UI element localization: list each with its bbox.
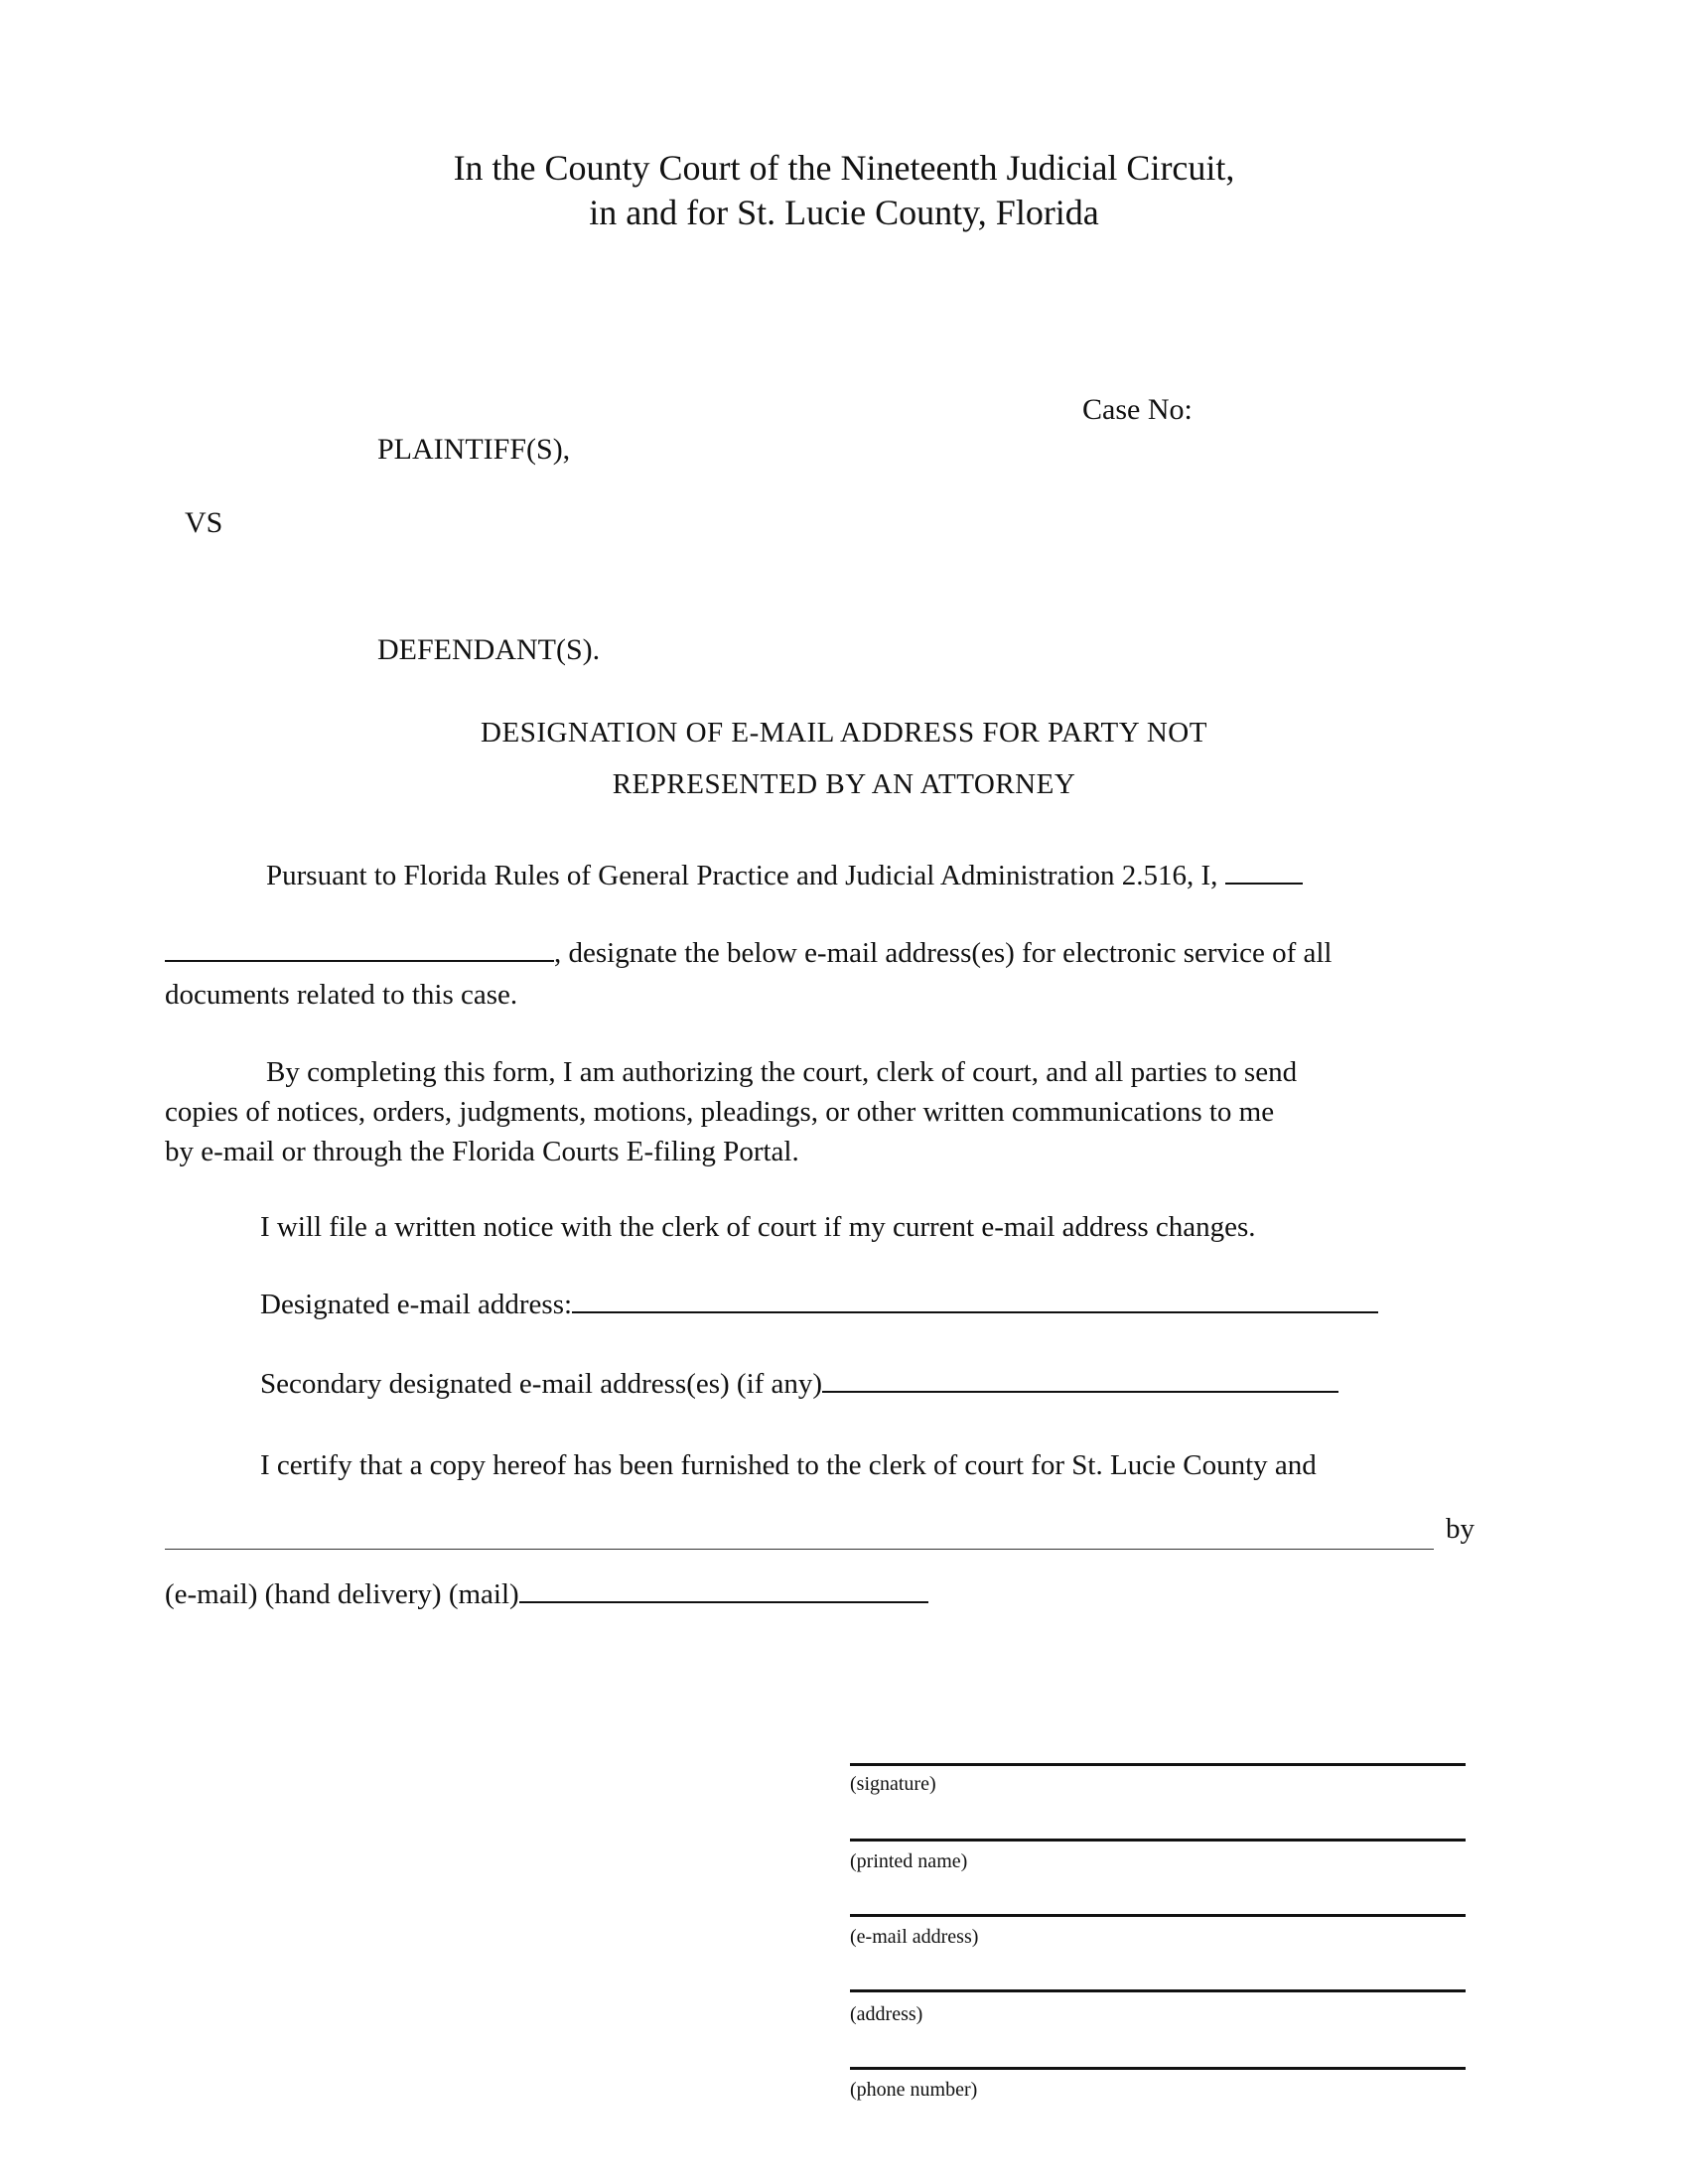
pursuant-paragraph-cont [165,937,1332,970]
delivery-date-input[interactable] [519,1601,928,1603]
printed-name-line[interactable] [850,1839,1466,1842]
delivery-methods-row [165,1578,928,1611]
delivery-methods-label: (e-mail) (hand delivery) (mail) [165,1578,519,1610]
certify-by-label: by [1446,1513,1475,1545]
pursuant-paragraph-end: documents related to this case. [165,979,518,1011]
plaintiff-label: PLAINTIFF(S), [377,433,571,466]
certify-paragraph: I certify that a copy hereof has been furnished to the clerk of court for St. Lucie County and [260,1449,1317,1481]
pursuant-lead-text: Pursuant to Florida Rules of General Practice and Judicial Administration 2.516, I, [266,860,1218,891]
authorizing-line-3: by e-mail or through the Florida Courts E-filing Portal. [165,1136,799,1167]
notice-paragraph: I will file a written notice with the clerk of court if my current e-mail address changes. [260,1211,1256,1243]
authorizing-line-1: By completing this form, I am authorizing the court, clerk of court, and all parties to send [266,1056,1298,1088]
document-title-line-2: REPRESENTED BY AN ATTORNEY [612,768,1076,800]
signature-label: (signature) [850,1773,936,1795]
secondary-email-input[interactable] [822,1391,1338,1393]
phone-number-label: (phone number) [850,2079,978,2101]
pursuant-cont-text: , designate the below e-mail address(es) for electronic service of all [554,937,1333,969]
authorizing-line-2: copies of notices, orders, judgments, motions, pleadings, or other written communications to me [165,1096,1275,1128]
party-name-blank-cont[interactable] [165,960,554,962]
address-label: (address) [850,2003,923,2025]
defendant-label: DEFENDANT(S). [377,633,601,666]
designated-email-row [260,1289,1378,1321]
certify-recipient-line[interactable] [165,1549,1434,1550]
secondary-email-row [260,1368,1338,1401]
party-name-blank[interactable] [1225,883,1303,885]
designated-email-input[interactable] [572,1311,1378,1313]
address-line[interactable] [850,1989,1466,1992]
court-name-line-1: In the County Court of the Nineteenth Judicial Circuit, [453,148,1235,188]
designated-email-label: Designated e-mail address: [260,1289,573,1320]
pursuant-paragraph-lead [266,860,1303,892]
printed-name-label: (printed name) [850,1850,968,1872]
versus-label: VS [185,506,223,539]
email-address-line[interactable] [850,1914,1466,1917]
secondary-email-label: Secondary designated e-mail address(es) (if any) [260,1368,823,1400]
case-number-label: Case No: [1082,393,1193,426]
document-title-line-1: DESIGNATION OF E-MAIL ADDRESS FOR PARTY NOT [481,717,1207,749]
email-address-label: (e-mail address) [850,1926,979,1948]
court-name-line-2: in and for St. Lucie County, Florida [589,193,1099,232]
signature-line[interactable] [850,1763,1466,1766]
phone-number-line[interactable] [850,2067,1466,2070]
